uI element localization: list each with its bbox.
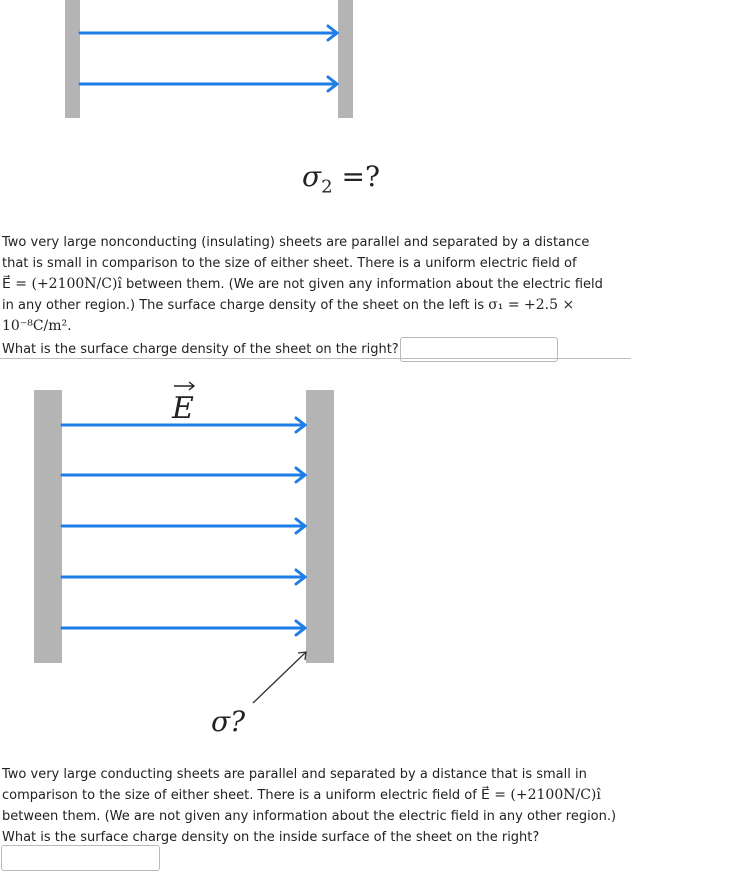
problem1-intro: Two very large nonconducting (insulating) sheets are parallel and separated by a distance that is small in comparison to the size of either sheet. There is a uniform electric field of [2,235,590,271]
field-E-letter: E [172,391,194,420]
problem2-text [2,764,634,848]
problem1-body: between them. (We are not given any information about the electric field in any other region.) The surface charge density of the sheet on the left is [2,277,603,313]
sigma-question-label: σ? [211,705,246,738]
problem2-answer-box[interactable] [1,845,160,871]
section-divider [0,358,631,359]
problem1-field-equation: E⃗ = (+2100N/C)î [2,276,122,292]
problem2-field-equation: E⃗ = (+2100N/C)î [480,787,601,803]
problem1-question: What is the surface charge density of the sheet on the right? [2,342,399,357]
problem2-diagram [0,370,400,750]
problem2-body: between them. (We are not given any information about the electric field in any other region.) What is the surface charge density on the inside surface of the sheet on the right? [2,809,617,845]
problem2-intro: Two very large conducting sheets are parallel and separated by a distance that is small in comparison to the size of either sheet. There is a uniform electric field of [2,767,587,803]
field-lines [0,0,400,130]
sigma2-label: $\sigma_2$ =? [302,160,380,198]
problem2-answer-input[interactable] [2,846,159,870]
problem1-diagram [0,0,400,200]
field-lines-2 [0,370,400,750]
problem1-text [2,232,618,362]
sigma1-equation: σ₁ = +2.5 × 10⁻⁸C/m². [2,297,575,334]
pointer-line [253,652,306,703]
